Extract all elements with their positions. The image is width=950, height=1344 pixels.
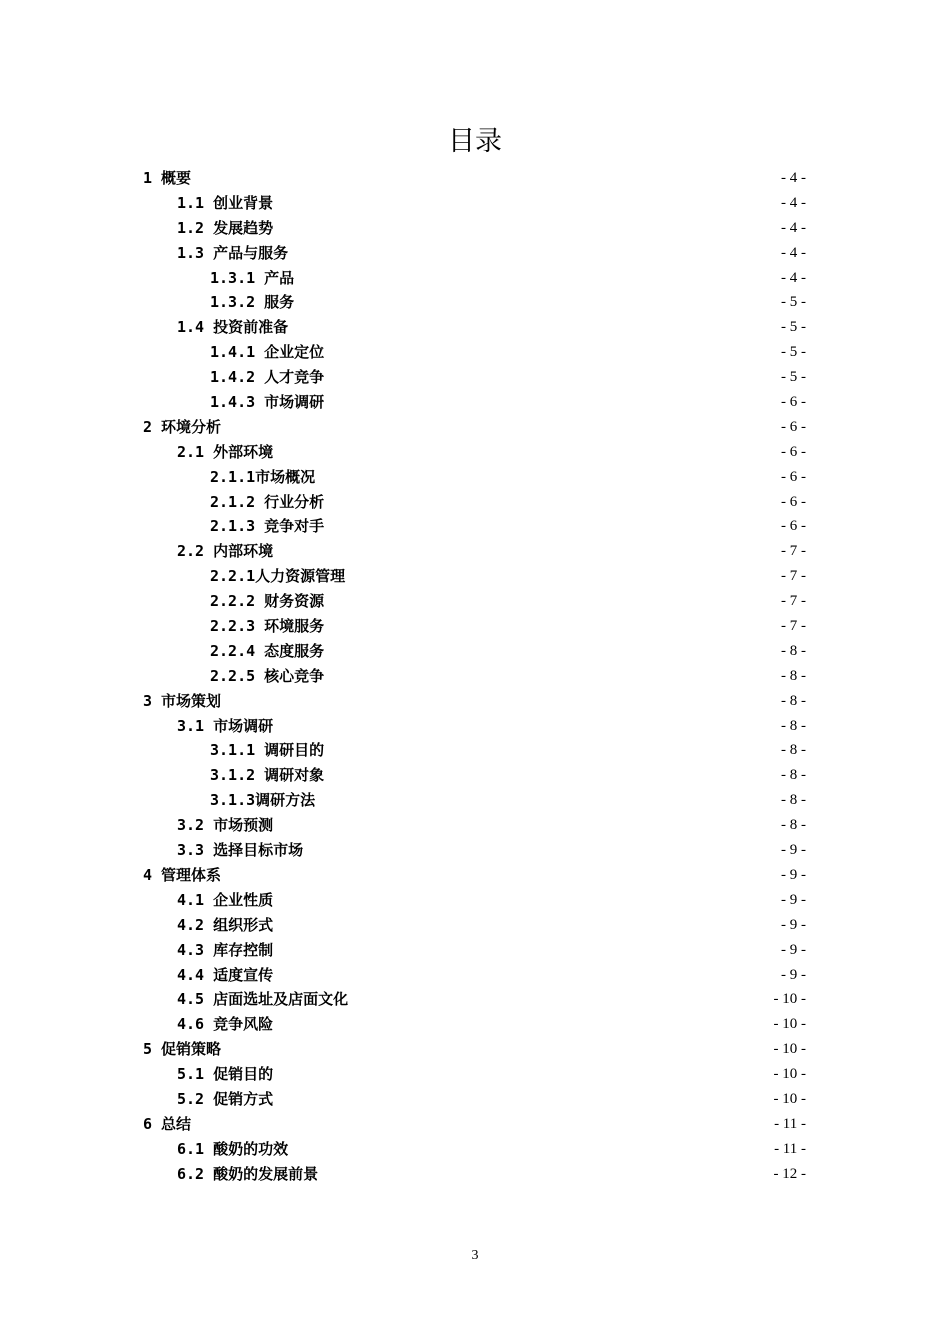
- toc-entry-label: 2.1.3 竞争对手: [210, 517, 325, 536]
- toc-entry[interactable]: [0, 738, 950, 763]
- toc-entry-label: 2.2.1人力资源管理: [210, 567, 346, 586]
- toc-entry[interactable]: [0, 465, 950, 490]
- toc-entry-label: 3.3 选择目标市场: [177, 841, 304, 860]
- toc-entry-label: 4.3 库存控制: [177, 940, 274, 959]
- toc-entry-label: 3.1.1 调研目的: [210, 741, 325, 760]
- toc-entry-label: 2.1.1市场概况: [210, 467, 316, 486]
- toc-entry-label: 4 管理体系: [143, 865, 222, 884]
- toc-entry-label: 3.2 市场预测: [177, 816, 274, 835]
- toc-entry-page: - 9 -: [781, 866, 806, 883]
- toc-entry-label: 2.2.4 态度服务: [210, 641, 325, 660]
- toc-entry-label: 2.1.2 行业分析: [210, 492, 325, 511]
- toc-entry[interactable]: [0, 987, 950, 1012]
- toc-entry[interactable]: [0, 589, 950, 614]
- toc-entry-page: - 8 -: [781, 667, 806, 684]
- toc-entry[interactable]: [0, 1012, 950, 1037]
- toc-entry-label: 3 市场策划: [143, 691, 222, 710]
- toc-entry-page: - 4 -: [781, 244, 806, 261]
- toc-entry-page: - 11 -: [774, 1115, 806, 1132]
- toc-entry-label: 3.1.3调研方法: [210, 791, 316, 810]
- toc-entry-page: - 9 -: [781, 842, 806, 859]
- toc-entry-page: - 6 -: [781, 493, 806, 510]
- table-of-contents: [0, 166, 950, 1187]
- toc-entry-label: 2.2 内部环境: [177, 542, 274, 561]
- toc-entry-label: 5.1 促销目的: [177, 1065, 274, 1084]
- toc-entry-label: 2.1 外部环境: [177, 442, 274, 461]
- toc-entry[interactable]: [0, 689, 950, 714]
- toc-entry[interactable]: [0, 340, 950, 365]
- toc-entry[interactable]: [0, 664, 950, 689]
- toc-entry[interactable]: [0, 763, 950, 788]
- toc-entry-page: - 8 -: [781, 642, 806, 659]
- toc-entry-page: - 6 -: [781, 518, 806, 535]
- toc-entry-page: - 10 -: [773, 1090, 806, 1107]
- toc-entry-page: - 11 -: [774, 1140, 806, 1157]
- toc-entry[interactable]: [0, 490, 950, 515]
- toc-entry[interactable]: [0, 938, 950, 963]
- toc-entry[interactable]: [0, 216, 950, 241]
- toc-entry-page: - 8 -: [781, 817, 806, 834]
- toc-entry-label: 4.2 组织形式: [177, 915, 274, 934]
- toc-entry-label: 5 促销策略: [143, 1040, 222, 1059]
- toc-entry[interactable]: [0, 863, 950, 888]
- toc-entry[interactable]: [0, 963, 950, 988]
- toc-entry[interactable]: [0, 714, 950, 739]
- toc-entry-page: - 9 -: [781, 941, 806, 958]
- toc-entry-page: - 5 -: [781, 344, 806, 361]
- toc-entry-label: 3.1.2 调研对象: [210, 766, 325, 785]
- toc-entry-label: 4.5 店面选址及店面文化: [177, 990, 349, 1009]
- toc-entry-page: - 5 -: [781, 294, 806, 311]
- toc-entry-label: 1.4 投资前准备: [177, 318, 289, 337]
- toc-entry-page: - 8 -: [781, 767, 806, 784]
- toc-entry-page: - 8 -: [781, 742, 806, 759]
- toc-entry-page: - 4 -: [781, 219, 806, 236]
- toc-entry[interactable]: [0, 315, 950, 340]
- toc-entry[interactable]: [0, 1037, 950, 1062]
- toc-entry-page: - 7 -: [781, 618, 806, 635]
- toc-entry[interactable]: [0, 813, 950, 838]
- toc-entry[interactable]: [0, 838, 950, 863]
- toc-entry[interactable]: [0, 241, 950, 266]
- toc-entry-label: 6.1 酸奶的功效: [177, 1139, 289, 1158]
- toc-entry-page: - 9 -: [781, 916, 806, 933]
- toc-entry[interactable]: [0, 290, 950, 315]
- toc-entry[interactable]: [0, 639, 950, 664]
- toc-entry-page: - 9 -: [781, 966, 806, 983]
- toc-entry[interactable]: [0, 415, 950, 440]
- toc-entry[interactable]: [0, 514, 950, 539]
- toc-entry-label: 4.4 适度宣传: [177, 965, 274, 984]
- toc-entry-page: - 7 -: [781, 568, 806, 585]
- toc-entry-label: 1.3 产品与服务: [177, 243, 289, 262]
- toc-entry-page: - 6 -: [781, 468, 806, 485]
- toc-entry-label: 4.1 企业性质: [177, 890, 274, 909]
- toc-entry-label: 1.1 创业背景: [177, 193, 274, 212]
- toc-entry[interactable]: [0, 888, 950, 913]
- toc-entry-page: - 10 -: [773, 1016, 806, 1033]
- toc-entry-page: - 5 -: [781, 319, 806, 336]
- toc-entry-page: - 4 -: [781, 194, 806, 211]
- toc-entry-page: - 9 -: [781, 891, 806, 908]
- toc-entry-label: 1.2 发展趋势: [177, 218, 274, 237]
- toc-entry[interactable]: [0, 788, 950, 813]
- toc-entry-page: - 12 -: [773, 1165, 806, 1182]
- toc-entry[interactable]: [0, 365, 950, 390]
- toc-entry-label: 2 环境分析: [143, 417, 222, 436]
- toc-entry-page: - 7 -: [781, 543, 806, 560]
- toc-entry-label: 1.4.3 市场调研: [210, 393, 325, 412]
- toc-entry-label: 1.4.1 企业定位: [210, 343, 325, 362]
- toc-entry-label: 2.2.3 环境服务: [210, 617, 325, 636]
- page-number: 3: [471, 1248, 479, 1263]
- toc-entry-label: 4.6 竞争风险: [177, 1015, 274, 1034]
- toc-entry[interactable]: [0, 539, 950, 564]
- toc-entry[interactable]: [0, 1087, 950, 1112]
- toc-entry-page: - 8 -: [781, 692, 806, 709]
- toc-entry-label: 1.4.2 人才竞争: [210, 368, 325, 387]
- toc-entry[interactable]: [0, 1112, 950, 1137]
- toc-entry[interactable]: [0, 913, 950, 938]
- toc-entry[interactable]: [0, 390, 950, 415]
- toc-entry-label: 3.1 市场调研: [177, 716, 274, 735]
- toc-entry[interactable]: [0, 1062, 950, 1087]
- toc-entry-label: 6.2 酸奶的发展前景: [177, 1164, 319, 1183]
- toc-entry-page: - 6 -: [781, 443, 806, 460]
- toc-entry[interactable]: [0, 614, 950, 639]
- toc-entry-page: - 4 -: [781, 269, 806, 286]
- toc-entry-label: 1.3.2 服务: [210, 293, 295, 312]
- toc-entry[interactable]: [0, 1162, 950, 1187]
- toc-entry-label: 5.2 促销方式: [177, 1089, 274, 1108]
- toc-entry-page: - 6 -: [781, 418, 806, 435]
- toc-entry-label: 1.3.1 产品: [210, 268, 295, 287]
- toc-entry-page: - 7 -: [781, 593, 806, 610]
- toc-entry-page: - 10 -: [773, 1066, 806, 1083]
- toc-entry-page: - 4 -: [781, 170, 806, 186]
- toc-entry-label: 2.2.2 财务资源: [210, 592, 325, 611]
- toc-entry-page: - 8 -: [781, 717, 806, 734]
- toc-entry-page: - 5 -: [781, 369, 806, 386]
- toc-entry-page: - 8 -: [781, 792, 806, 809]
- toc-entry[interactable]: [0, 166, 950, 191]
- toc-entry[interactable]: [0, 1137, 950, 1162]
- toc-entry[interactable]: [0, 564, 950, 589]
- toc-entry-page: - 10 -: [773, 991, 806, 1008]
- toc-title: 目录: [448, 126, 502, 157]
- toc-entry-label: 6 总结: [143, 1114, 192, 1133]
- toc-entry[interactable]: [0, 440, 950, 465]
- toc-entry-label: 1 概要: [143, 169, 192, 187]
- toc-entry[interactable]: [0, 191, 950, 216]
- toc-entry-label: 2.2.5 核心竞争: [210, 666, 325, 685]
- toc-entry[interactable]: [0, 266, 950, 291]
- toc-entry-page: - 6 -: [781, 394, 806, 411]
- toc-entry-page: - 10 -: [773, 1041, 806, 1058]
